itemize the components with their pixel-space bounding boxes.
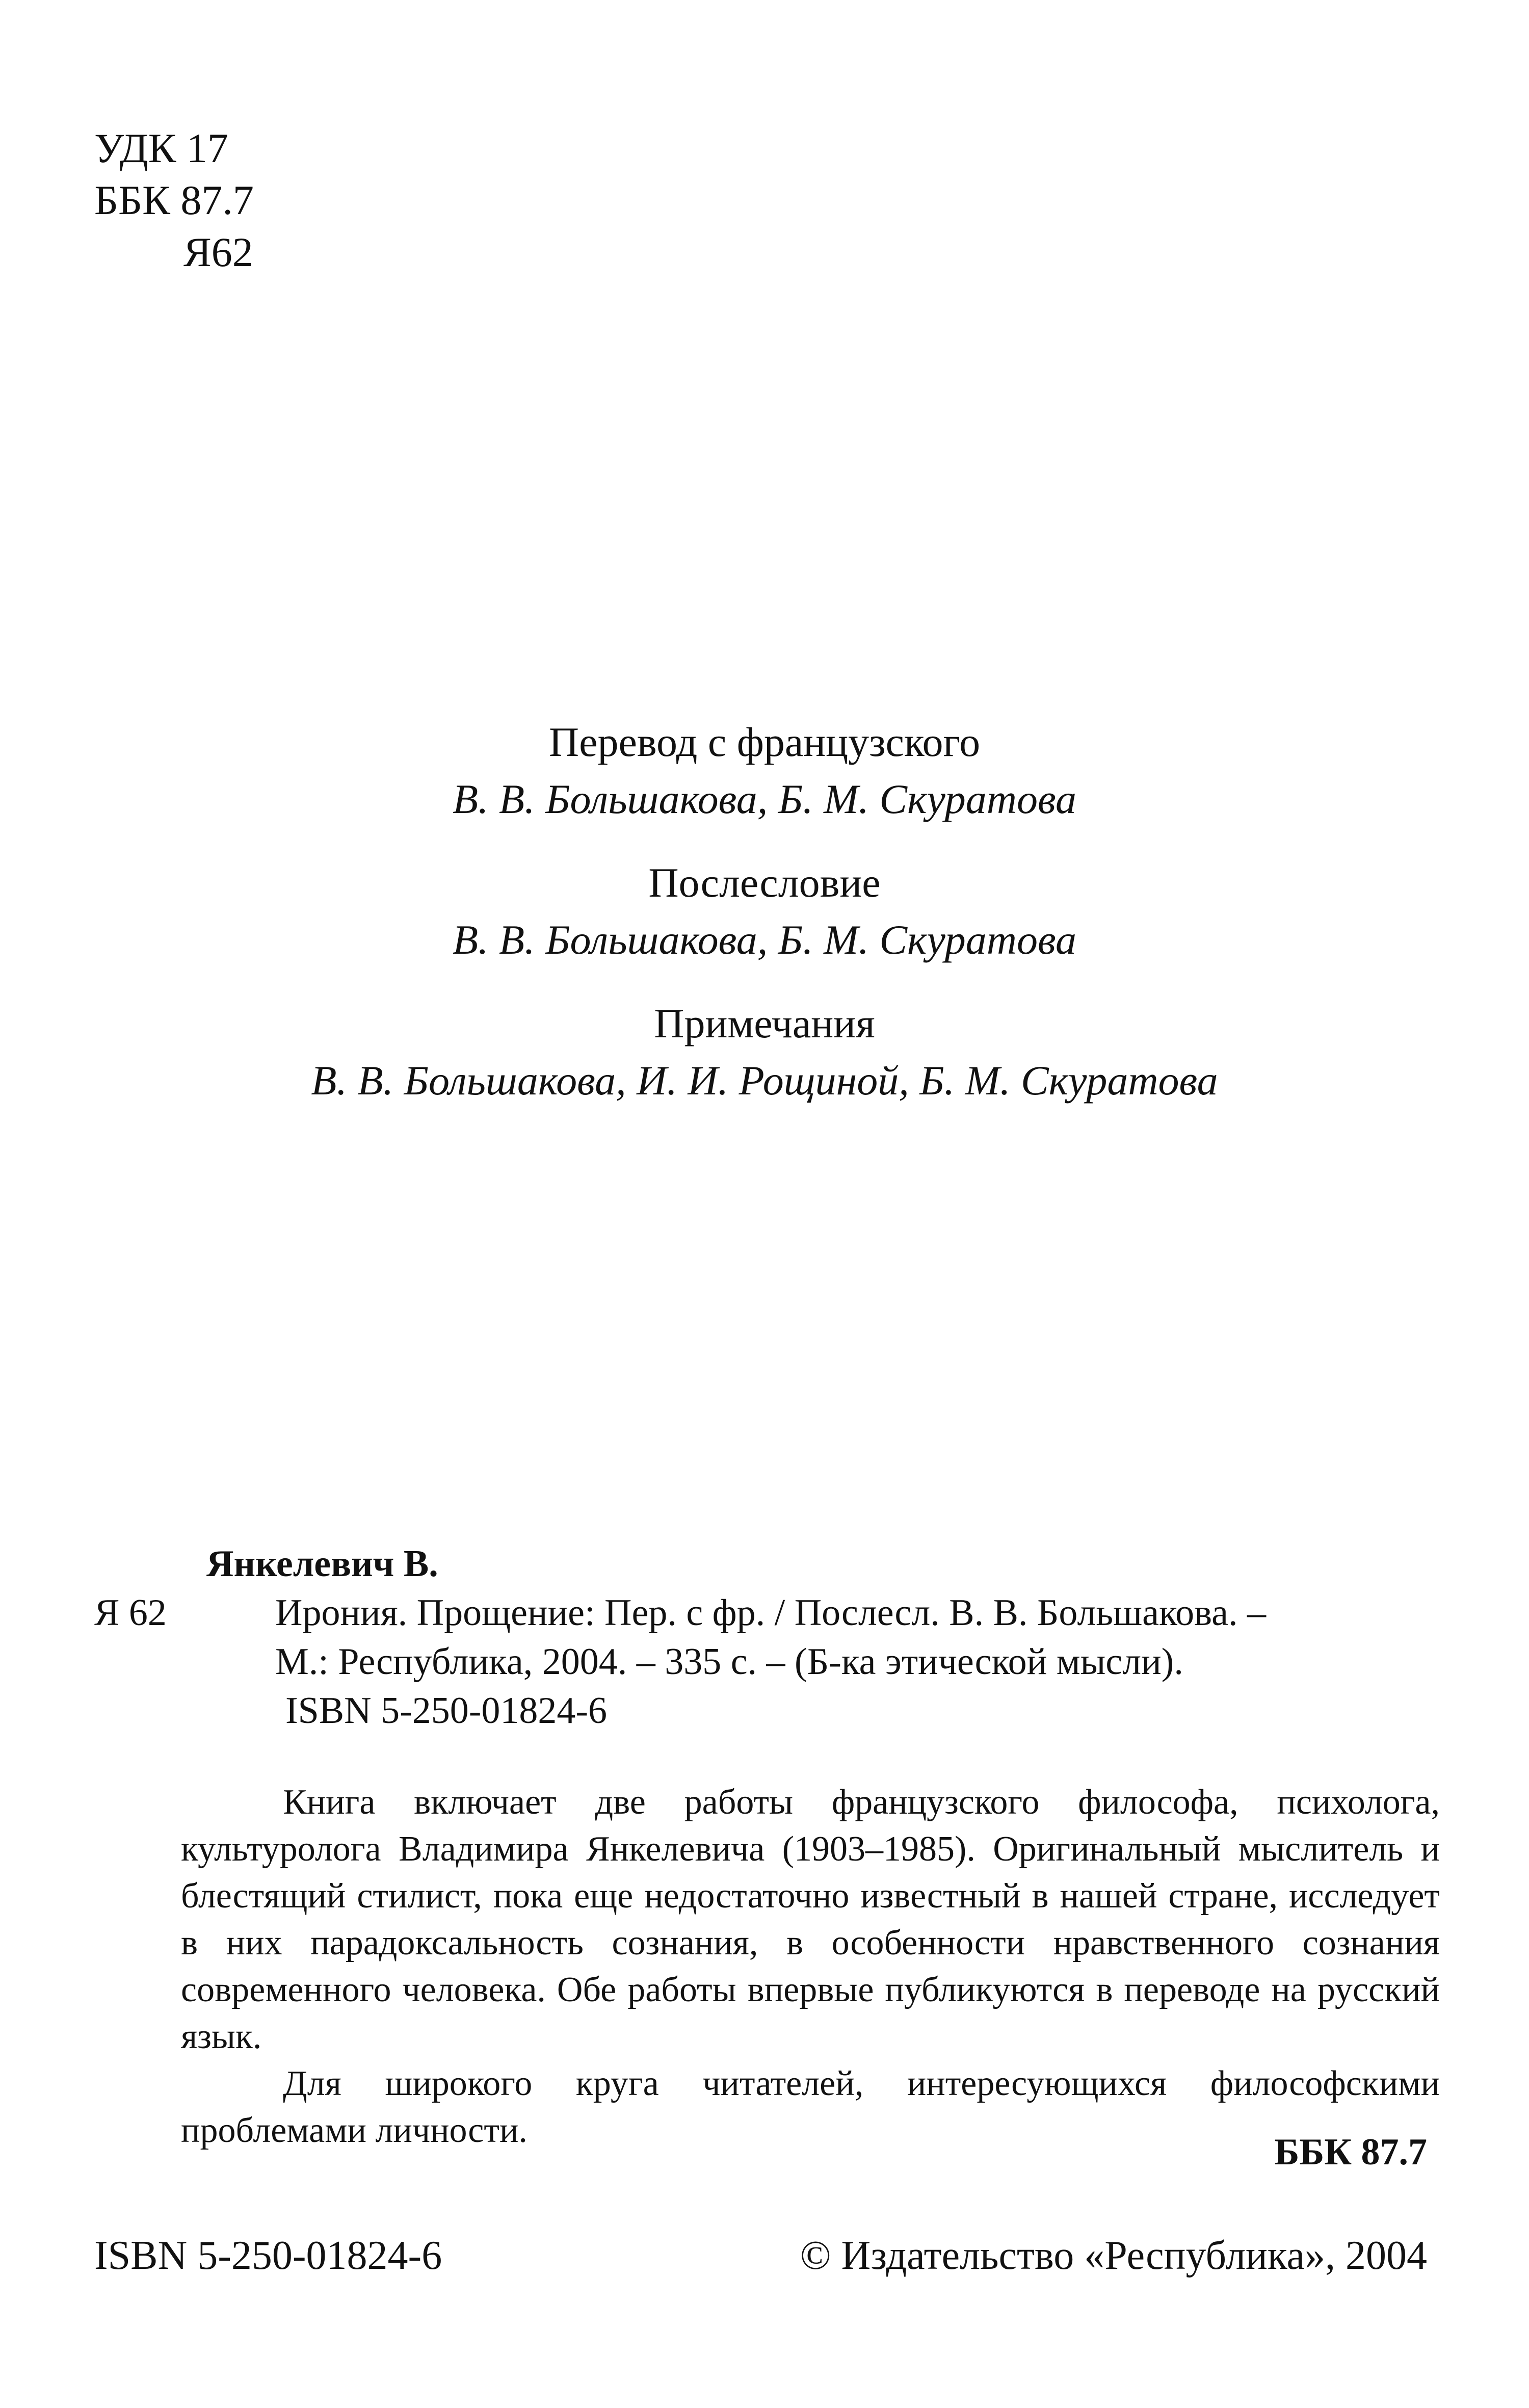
annotation-bbk: ББК 87.7 <box>1274 2131 1427 2173</box>
catalog-isbn: ISBN 5-250-01824-6 <box>285 1690 608 1732</box>
credit-afterword <box>0 854 1529 969</box>
credit-names: В. В. Большакова, Б. М. Скуратова <box>452 917 1077 963</box>
annotation <box>181 1779 1440 2154</box>
catalog-title-line: Ирония. Прощение: Пер. с фр. / Послесл. В. В. Большакова. – <box>275 1592 1266 1634</box>
annotation-audience: Для широкого круга читателей, интересующихся философскими проблемами личности. <box>181 2064 1440 2150</box>
bbk-code: ББК 87.7 <box>94 177 254 223</box>
credit-role: Примечания <box>654 1000 875 1046</box>
credit-names: В. В. Большакова, И. И. Рощиной, Б. М. Скуратова <box>311 1057 1218 1104</box>
footer-isbn: ISBN 5-250-01824-6 <box>94 2233 442 2278</box>
credits-block <box>0 714 1529 1136</box>
catalog-title-row <box>94 1588 1440 1637</box>
footer-copyright: © Издательство «Республика», 2004 <box>800 2233 1427 2278</box>
catalog-author: Янкелевич В. <box>206 1543 438 1585</box>
credit-names: В. В. Большакова, Б. М. Скуратова <box>452 776 1077 822</box>
catalog-shelf-mark: Я 62 <box>94 1592 167 1634</box>
catalog-card <box>94 1539 1440 1735</box>
credit-role: Перевод с французского <box>548 719 981 765</box>
credit-notes <box>0 995 1529 1109</box>
catalog-imprint-line: М.: Республика, 2004. – 335 с. – (Б-ка этической мысли). <box>275 1641 1183 1683</box>
credit-translation <box>0 714 1529 828</box>
classification-codes <box>94 122 254 278</box>
udk-code: УДК 17 <box>94 125 228 171</box>
credit-role: Послесловие <box>648 859 881 906</box>
annotation-paragraph: Книга включает две работы французского философа, психолога, культуролога Владимира Янкелевича (1903–1985). Оригинальный мыслитель и блестящий стилист, пока еще недостаточно известный в нашей стране, исследует в них парадоксальность сознания, в особенности нравственного сознания современного человека. Обе работы впервые публикуются в переводе на русский язык. <box>181 1783 1440 2056</box>
author-mark: Я62 <box>183 229 253 275</box>
